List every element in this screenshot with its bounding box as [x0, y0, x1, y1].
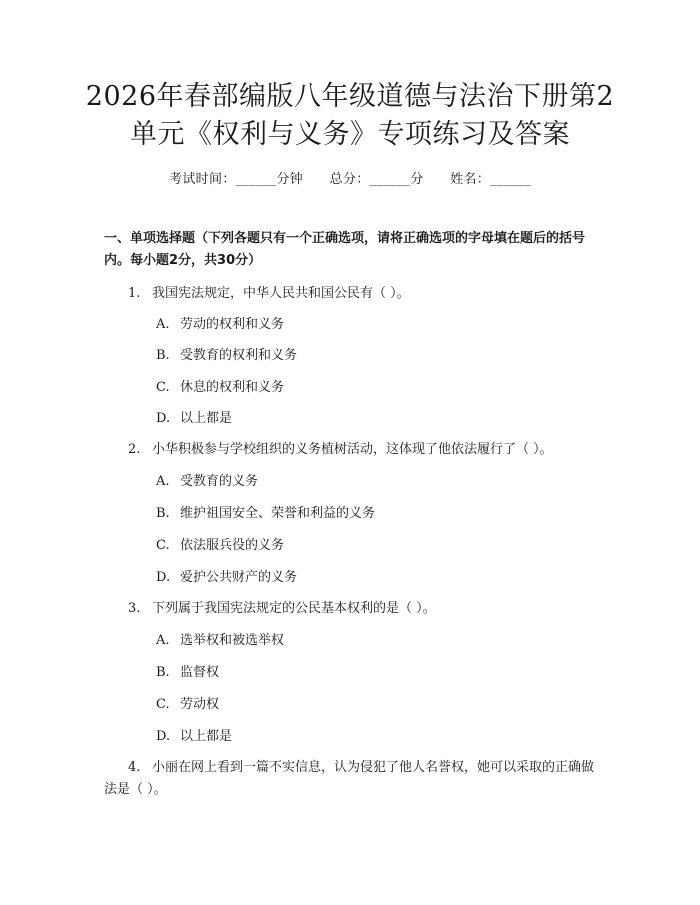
option-2a: A. 受教育的义务	[156, 474, 259, 489]
question-text: 小丽在网上看到一篇不实信息，认为侵犯了他人名誉权，她可以采取的正确做法是（ ）。	[104, 760, 595, 797]
option-3c: C. 劳动权	[156, 697, 220, 712]
total-score-label: 总分：______分	[329, 172, 424, 187]
document-title	[60, 78, 640, 154]
title-line-2: 单元《权利与义务》专项练习及答案	[130, 119, 570, 150]
option-3b: B. 监督权	[156, 665, 220, 680]
option-1a: A. 劳动的权利和义务	[156, 317, 285, 332]
option-2b: B. 维护祖国安全、荣誉和利益的义务	[156, 506, 376, 521]
question-number: 1.	[128, 286, 141, 301]
question-number: 4.	[128, 760, 141, 775]
option-1d: D. 以上都是	[156, 411, 233, 426]
option-1b: B. 受教育的权利和义务	[156, 348, 298, 363]
question-4	[104, 757, 600, 801]
option-3a: A. 选举权和被选举权	[156, 633, 285, 648]
section-heading: 一、单项选择题（下列各题只有一个正确选项，请将正确选项的字母填在题后的括号内。每小题2分，共30分）	[104, 231, 586, 268]
question-text: 下列属于我国宪法规定的公民基本权利的是（ ）。	[152, 601, 436, 616]
exam-time-label: 考试时间：______分钟	[169, 172, 303, 187]
option-1c: C. 休息的权利和义务	[156, 380, 285, 395]
option-3d: D. 以上都是	[156, 729, 233, 744]
question-1	[104, 283, 600, 305]
option-2c: C. 依法服兵役的义务	[156, 538, 285, 553]
title-line-1: 2026年春部编版八年级道德与法治下册第2	[85, 81, 615, 112]
exam-info	[0, 168, 700, 187]
question-3	[104, 598, 600, 620]
question-number: 3.	[128, 601, 141, 616]
question-2	[104, 439, 600, 461]
question-number: 2.	[128, 442, 141, 457]
option-2d: D. 爱护公共财产的义务	[156, 570, 298, 585]
name-label: 姓名：______	[450, 172, 531, 187]
question-text: 我国宪法规定，中华人民共和国公民有（ ）。	[152, 286, 410, 301]
question-text: 小华积极参与学校组织的义务植树活动，这体现了他依法履行了（ ）。	[152, 442, 553, 457]
